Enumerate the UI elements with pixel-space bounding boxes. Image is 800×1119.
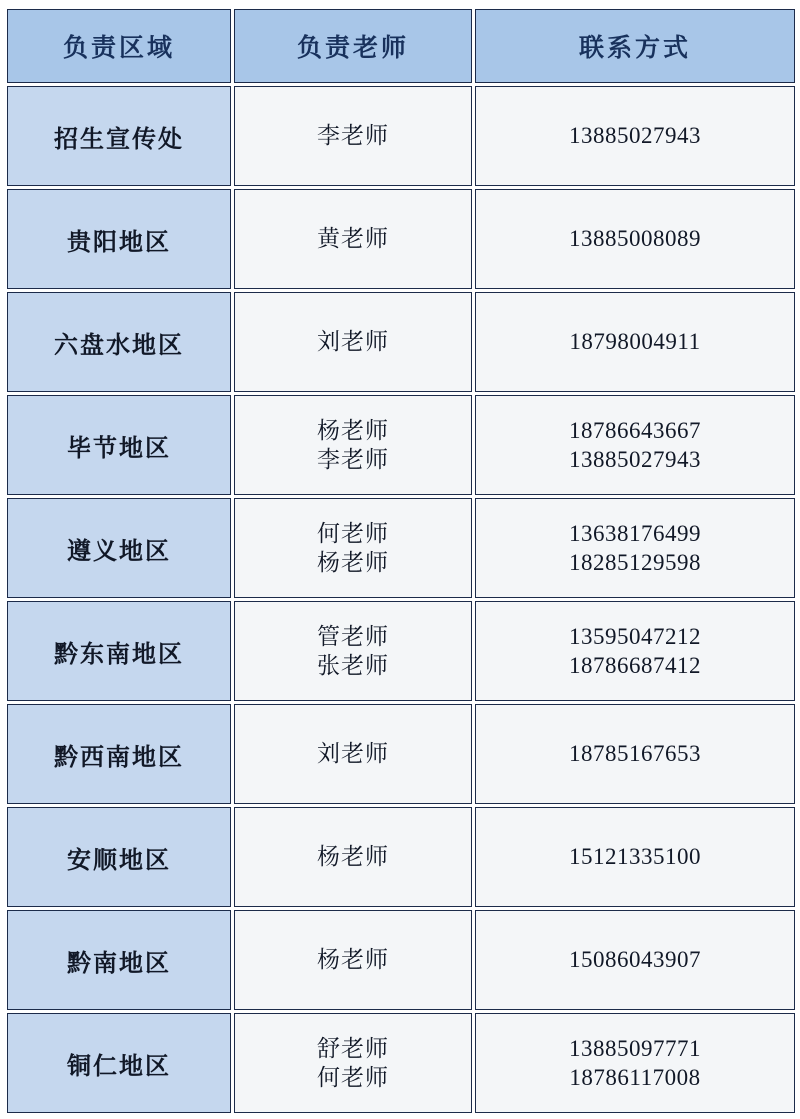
column-header-teacher: 负责老师 xyxy=(234,9,472,83)
teacher-name: 杨老师 xyxy=(317,550,389,575)
region-cell: 招生宣传处 xyxy=(7,86,231,186)
phone-number: 18285129598 xyxy=(569,550,701,575)
teacher-name: 何老师 xyxy=(317,1065,389,1090)
contact-cell xyxy=(475,292,795,392)
region-cell: 铜仁地区 xyxy=(7,1013,231,1113)
phone-number: 18786687412 xyxy=(569,653,701,678)
contact-cell xyxy=(475,704,795,804)
phone-number: 13885027943 xyxy=(569,123,701,149)
contact-cell xyxy=(475,395,795,495)
column-header-contact: 联系方式 xyxy=(475,9,795,83)
teacher-name: 李老师 xyxy=(317,123,389,149)
phone-number: 18798004911 xyxy=(569,329,701,355)
table-row xyxy=(7,1013,795,1113)
contact-cell xyxy=(475,86,795,186)
teacher-cell xyxy=(234,704,472,804)
teacher-cell xyxy=(234,601,472,701)
phone-number: 13885008089 xyxy=(569,226,701,252)
phone-number: 15121335100 xyxy=(569,844,701,870)
phone-number: 18786643667 xyxy=(569,417,701,443)
contact-cell xyxy=(475,498,795,598)
teacher-name: 杨老师 xyxy=(317,947,389,973)
table-row xyxy=(7,189,795,289)
contact-cell xyxy=(475,910,795,1010)
region-cell: 毕节地区 xyxy=(7,395,231,495)
teacher-name: 舒老师 xyxy=(317,1035,389,1061)
column-header-region: 负责区域 xyxy=(7,9,231,83)
region-cell: 遵义地区 xyxy=(7,498,231,598)
phone-number: 13595047212 xyxy=(569,623,701,649)
table-header-row xyxy=(7,9,795,83)
table-row xyxy=(7,86,795,186)
contact-cell xyxy=(475,601,795,701)
teacher-cell xyxy=(234,910,472,1010)
teacher-name: 李老师 xyxy=(317,447,389,472)
contact-cell xyxy=(475,807,795,907)
teacher-name: 杨老师 xyxy=(317,417,389,443)
teacher-cell xyxy=(234,498,472,598)
contact-cell xyxy=(475,1013,795,1113)
phone-number: 18786117008 xyxy=(569,1065,701,1090)
region-cell: 安顺地区 xyxy=(7,807,231,907)
teacher-name: 管老师 xyxy=(317,623,389,649)
contact-cell xyxy=(475,189,795,289)
phone-number: 18785167653 xyxy=(569,741,701,767)
teacher-cell xyxy=(234,395,472,495)
region-cell: 六盘水地区 xyxy=(7,292,231,392)
contact-table xyxy=(4,6,798,1116)
teacher-cell xyxy=(234,807,472,907)
teacher-name: 刘老师 xyxy=(317,329,389,355)
teacher-name: 何老师 xyxy=(317,520,389,546)
teacher-cell xyxy=(234,292,472,392)
table-row xyxy=(7,395,795,495)
phone-number: 13638176499 xyxy=(569,520,701,546)
region-cell: 贵阳地区 xyxy=(7,189,231,289)
region-cell: 黔西南地区 xyxy=(7,704,231,804)
region-cell: 黔南地区 xyxy=(7,910,231,1010)
table-row xyxy=(7,910,795,1010)
table-row xyxy=(7,498,795,598)
teacher-cell xyxy=(234,1013,472,1113)
phone-number: 13885027943 xyxy=(569,447,701,472)
table-row xyxy=(7,601,795,701)
table-row xyxy=(7,807,795,907)
table-row xyxy=(7,292,795,392)
table-row xyxy=(7,704,795,804)
teacher-name: 杨老师 xyxy=(317,844,389,870)
teacher-cell xyxy=(234,189,472,289)
table-body xyxy=(7,86,795,1113)
teacher-cell xyxy=(234,86,472,186)
teacher-name: 张老师 xyxy=(317,653,389,678)
teacher-name: 黄老师 xyxy=(317,226,389,252)
phone-number: 15086043907 xyxy=(569,947,701,973)
teacher-name: 刘老师 xyxy=(317,741,389,767)
table-header xyxy=(7,9,795,83)
region-cell: 黔东南地区 xyxy=(7,601,231,701)
phone-number: 13885097771 xyxy=(569,1035,701,1061)
